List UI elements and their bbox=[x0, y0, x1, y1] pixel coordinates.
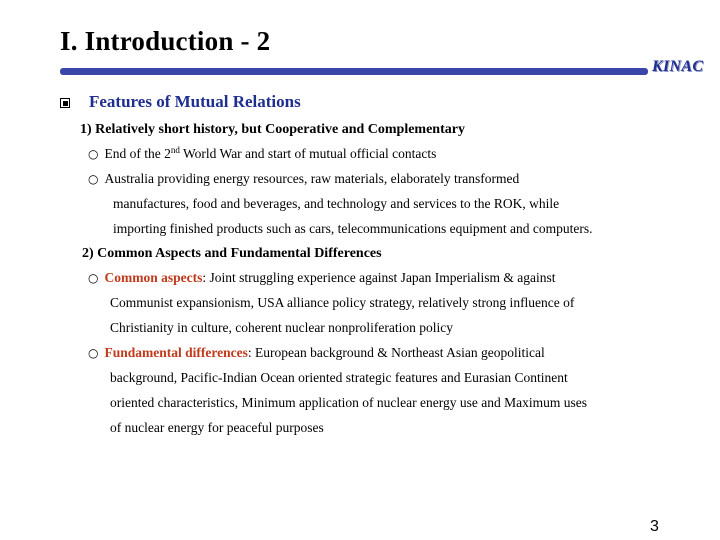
circle-bullet-icon: ○ bbox=[88, 172, 99, 186]
common-aspects-label: Common aspects bbox=[104, 270, 203, 285]
diff-text-1: : European background & Northeast Asian geopolitical bbox=[247, 345, 545, 360]
slide-title: I. Introduction - 2 bbox=[60, 26, 271, 56]
bullet-diff-line4: of nuclear energy for peaceful purposes bbox=[110, 420, 324, 435]
circle-bullet-icon: ○ bbox=[88, 271, 99, 285]
bullet-ww2-sup: nd bbox=[170, 145, 180, 155]
bullet-diff-line1 bbox=[88, 344, 545, 362]
square-bullet-icon bbox=[60, 98, 70, 108]
section-heading bbox=[60, 92, 301, 112]
bullet-diff-line3: oriented characteristics, Minimum application of nuclear energy use and Maximum uses bbox=[110, 395, 587, 410]
bullet-common-line2: Communist expansionism, USA alliance policy strategy, relatively strong influence of bbox=[110, 295, 575, 310]
heading-text: Features of Mutual Relations bbox=[89, 92, 301, 111]
section2-header: 2) Common Aspects and Fundamental Differences bbox=[82, 246, 382, 261]
page-number: 3 bbox=[650, 518, 659, 535]
bullet-trade-line3: importing finished products such as cars, telecommunications equipment and computers. bbox=[113, 221, 593, 236]
circle-bullet-icon: ○ bbox=[88, 147, 99, 161]
bullet-trade-line1 bbox=[88, 170, 519, 188]
bullet-ww2 bbox=[88, 145, 436, 163]
fundamental-differences-label: Fundamental differences bbox=[104, 345, 248, 360]
kinac-logo: KINAC bbox=[652, 58, 704, 75]
bullet-trade-line2: manufactures, food and beverages, and technology and services to the ROK, while bbox=[113, 196, 560, 211]
bullet-diff-line2: background, Pacific-Indian Ocean oriented strategic features and Eurasian Continent bbox=[110, 370, 568, 385]
bullet-common-line3: Christianity in culture, coherent nuclear nonproliferation policy bbox=[110, 320, 454, 335]
bullet-common-line1 bbox=[88, 269, 556, 287]
title-divider bbox=[60, 68, 648, 75]
section1-header: 1) Relatively short history, but Cooperative and Complementary bbox=[80, 122, 465, 137]
circle-bullet-icon: ○ bbox=[88, 346, 99, 360]
common-text-1: : Joint struggling experience against Japan Imperialism & against bbox=[202, 270, 556, 285]
bullet-trade-text-1: Australia providing energy resources, raw materials, elaborately transformed bbox=[104, 171, 520, 186]
bullet-ww2-text-pre: End of the 2 bbox=[104, 146, 171, 161]
bullet-ww2-text-post: World War and start of mutual official contacts bbox=[179, 146, 437, 161]
